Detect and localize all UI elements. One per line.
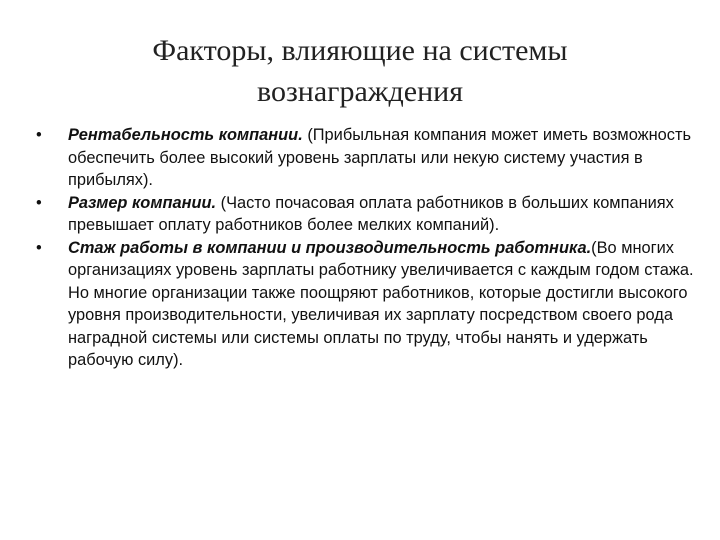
bullet-item-seniority-productivity [36,237,696,372]
slide-title [60,30,660,112]
bullet-item-profitability [36,124,696,192]
title-line-2: вознаграждения [256,75,463,108]
bullet-term: Рентабельность компании. [68,126,303,144]
bullet-term: Размер компании. [68,193,217,212]
bullet-list [36,124,696,372]
title-line-1: Факторы, влияющие на системы [152,34,568,67]
bullet-dot-icon: • [36,193,42,212]
bullet-dot-icon: • [36,238,42,257]
bullet-dot-icon: • [36,126,42,144]
bullet-term: Стаж работы в компании и производительность работника. [68,238,592,257]
bullet-text: (Во многих организациях уровень зарплаты работнику увеличивается с каждым годом стажа. Но многие организации также поощряют работников, которые достигли высокого уровня производительности, увеличивая их зарплату посредством своего рода наградной системы или системы оплаты по труду, чтобы нанять и удержать рабочую силу). [68,238,694,369]
bullet-text: (Прибыльная компания может иметь возможность обеспечить более высокий уровень зарплаты или некую систему участия в прибылях). [68,126,692,189]
bullet-text: (Часто почасовая оплата работников в больших компаниях превышает оплату работников более мелких компаний). [68,193,674,234]
bullet-item-company-size [36,192,696,237]
